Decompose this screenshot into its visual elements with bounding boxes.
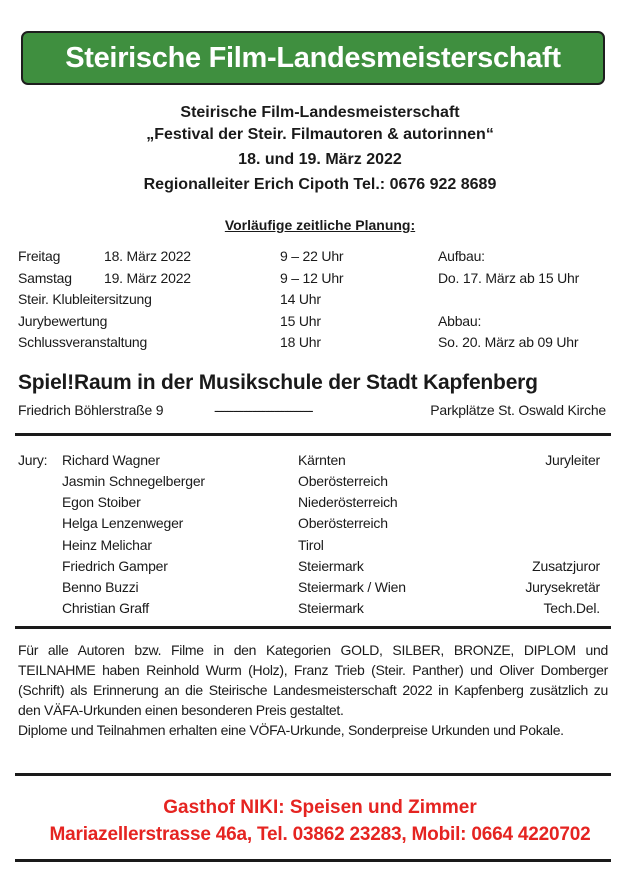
- footer-hotel: Gasthof NIKI: Speisen und Zimmer: [163, 797, 477, 818]
- venue-address: Friedrich Böhlerstraße 9: [18, 402, 164, 418]
- plan-cell: 18. März 2022: [104, 248, 191, 264]
- plan-cell: Do. 17. März ab 15 Uhr: [438, 270, 580, 286]
- jury-region: Niederösterreich: [298, 494, 398, 510]
- plan-cell: Samstag: [18, 270, 72, 286]
- jury-name: Heinz Melichar: [62, 537, 152, 553]
- jury-region: Oberösterreich: [298, 473, 388, 489]
- jury-name: Benno Buzzi: [62, 579, 139, 595]
- jury-region: Steiermark / Wien: [298, 579, 406, 595]
- plan-cell: Abbau:: [438, 313, 482, 329]
- divider: [15, 859, 611, 862]
- divider: [15, 626, 611, 629]
- certificate-text: Diplome und Teilnahmen erhalten eine VÖFA-Urkunde, Sonderpreise Urkunden und Pokale.: [18, 722, 564, 738]
- divider: [15, 433, 611, 436]
- header-line-4: Regionalleiter Erich Cipoth Tel.: 0676 922 8689: [143, 176, 497, 193]
- header-line-1: Steirische Film-Landesmeisterschaft: [180, 104, 460, 121]
- prize-text: Für alle Autoren bzw. Filme in den Kategorien GOLD, SILBER, BRONZE, DIPLOM und TEILNAHME haben Reinhold Wurm (Holz), Franz Trieb (Steir. Panther) und Oliver Domberger (Schrift) als Erinnerung an die Steirische Landesmeisterschaft 2022 in Kapfenberg zusätzlich zu den VÄFA-Urkunden einen besonderen Preis gestaltet.: [18, 642, 608, 718]
- plan-cell: 19. März 2022: [104, 270, 191, 286]
- title-banner: [21, 31, 605, 85]
- jury-name: Christian Graff: [62, 600, 149, 616]
- plan-cell: So. 20. März ab 09 Uhr: [438, 334, 579, 350]
- jury-name: Jasmin Schnegelberger: [62, 473, 205, 489]
- jury-region: Oberösterreich: [298, 515, 388, 531]
- plan-cell: Steir. Klubleitersitzung: [18, 291, 152, 307]
- footer-contact: Mariazellerstrasse 46a, Tel. 03862 23283, Mobil: 0664 4220702: [49, 824, 591, 845]
- plan-cell: 15 Uhr: [280, 313, 321, 329]
- jury-role: Juryleiter: [545, 452, 600, 468]
- planning-heading: Vorläufige zeitliche Planung:: [224, 217, 416, 233]
- banner-title: Steirische Film-Landesmeisterschaft: [65, 41, 561, 74]
- jury-region: Steiermark: [298, 600, 364, 616]
- divider: [15, 773, 611, 776]
- venue-parking: Parkplätze St. Oswald Kirche: [430, 402, 606, 418]
- venue-dashes: -------------------------------: [214, 402, 313, 418]
- jury-region: Steiermark: [298, 558, 364, 574]
- jury-role: Jurysekretär: [525, 579, 600, 595]
- plan-cell: 14 Uhr: [280, 291, 321, 307]
- header-line-2: „Festival der Steir. Filmautoren & autorinnen“: [146, 126, 494, 143]
- prize-paragraph: [18, 640, 608, 740]
- jury-role: Zusatzjuror: [532, 558, 600, 574]
- plan-cell: Freitag: [18, 248, 61, 264]
- plan-cell: Aufbau:: [438, 248, 485, 264]
- plan-cell: 9 – 12 Uhr: [280, 270, 344, 286]
- plan-cell: 18 Uhr: [280, 334, 321, 350]
- jury-name: Richard Wagner: [62, 452, 160, 468]
- jury-name: Friedrich Gamper: [62, 558, 168, 574]
- plan-cell: 9 – 22 Uhr: [280, 248, 344, 264]
- jury-name: Helga Lenzenweger: [62, 515, 184, 531]
- plan-cell: Jurybewertung: [18, 313, 108, 329]
- jury-label: Jury:: [18, 452, 48, 468]
- jury-region: Tirol: [298, 537, 324, 553]
- jury-role: Tech.Del.: [543, 600, 600, 616]
- jury-name: Egon Stoiber: [62, 494, 141, 510]
- jury-region: Kärnten: [298, 452, 346, 468]
- header-line-3: 18. und 19. März 2022: [238, 151, 402, 168]
- plan-cell: Schlussveranstaltung: [18, 334, 148, 350]
- venue-title: Spiel!Raum in der Musikschule der Stadt Kapfenberg: [18, 371, 538, 394]
